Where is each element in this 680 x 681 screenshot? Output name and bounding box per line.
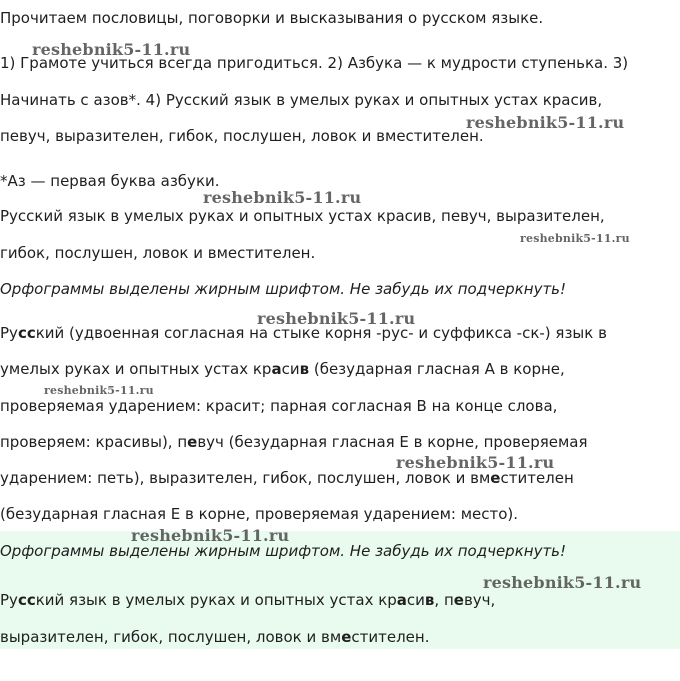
watermark: reshebnik5-11.ru (483, 573, 642, 592)
watermark: reshebnik5-11.ru (520, 232, 630, 245)
watermark: reshebnik5-11.ru (131, 526, 290, 545)
highlight-note: Орфограммы выделены жирным шрифтом. Не забудь их подчеркнуть! (0, 542, 567, 560)
footnote-text: *Аз — первая буква азбуки. (0, 172, 220, 190)
proverbs-line-1: 1) Грамоте учиться всегда пригодиться. 2) Азбука — к мудрости ступенька. 3) (0, 54, 629, 72)
orthogram-note: Орфограммы выделены жирным шрифтом. Не забудь их подчеркнуть! (0, 280, 567, 298)
watermark: reshebnik5-11.ru (257, 309, 416, 328)
analysis-line-6: (безударная гласная Е в корне, проверяемая ударением: место). (0, 505, 519, 523)
intro-text: Прочитаем пословицы, поговорки и высказывания о русском языке. (0, 9, 544, 27)
watermark: reshebnik5-11.ru (44, 384, 154, 397)
quote-line-2: гибок, послушен, ловок и вместителен. (0, 244, 316, 262)
analysis-line-4: проверяем: красивы), певуч (безударная гласная Е в корне, проверяемая (0, 433, 588, 451)
watermark: reshebnik5-11.ru (32, 40, 191, 59)
analysis-line-5: ударением: петь), выразителен, гибок, послушен, ловок и вместителен (0, 469, 574, 487)
quote-line-1: Русский язык в умелых руках и опытных устах красив, певуч, выразителен, (0, 207, 605, 225)
analysis-line-1: Русский (удвоенная согласная на стыке корня -рус- и суффикса -ск-) язык в (0, 324, 607, 342)
watermark: reshebnik5-11.ru (396, 453, 555, 472)
analysis-line-2: умелых руках и опытных устах красив (безударная гласная А в корне, (0, 360, 565, 378)
proverbs-line-2: Начинать с азов*. 4) Русский язык в умелых руках и опытных устах красив, (0, 91, 603, 109)
highlight-line-1: Русский язык в умелых руках и опытных устах красив, певуч, (0, 591, 496, 609)
highlight-line-2: выразителен, гибок, послушен, ловок и вместителен. (0, 628, 430, 646)
proverbs-line-3: певуч, выразителен, гибок, послушен, ловок и вместителен. (0, 127, 484, 145)
watermark: reshebnik5-11.ru (466, 113, 625, 132)
analysis-line-3: проверяемая ударением: красит; парная согласная В на конце слова, (0, 397, 558, 415)
watermark: reshebnik5-11.ru (203, 188, 362, 207)
